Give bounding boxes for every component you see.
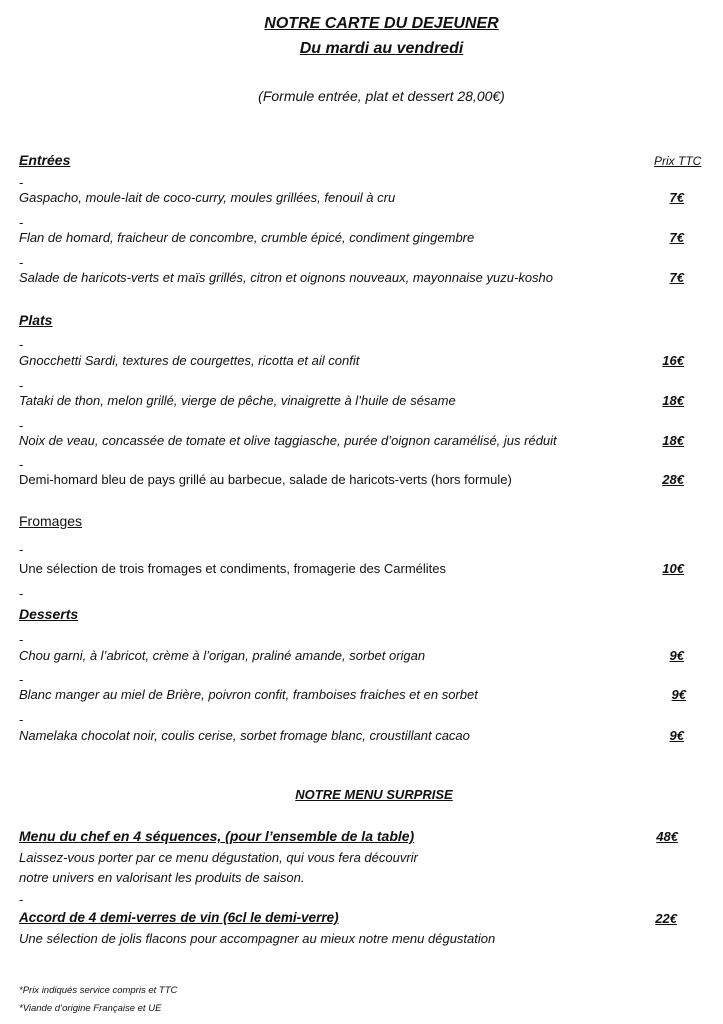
item-separator: - xyxy=(19,215,24,230)
menu-item-name: Gaspacho, moule-lait de coco-curry, moules grillées, fenouil à cru xyxy=(19,190,396,205)
item-separator: - xyxy=(19,672,24,687)
menu-item-price: 9€ xyxy=(669,648,684,663)
item-separator: - xyxy=(19,337,24,352)
menu-item-price: 7€ xyxy=(669,190,684,205)
menu-item-price: 9€ xyxy=(669,728,684,743)
wine-pairing-price: 22€ xyxy=(655,911,677,926)
chef-menu-heading: Menu du chef en 4 séquences, (pour l’ensemble de la table) xyxy=(19,828,415,844)
item-separator: - xyxy=(19,378,24,393)
wine-pairing-heading: Accord de 4 demi-verres de vin (6cl le demi-verre) xyxy=(19,910,339,925)
section-heading-fromages: Fromages xyxy=(19,513,83,529)
item-separator: - xyxy=(19,542,24,557)
menu-item-price: 18€ xyxy=(662,393,684,408)
menu-item-name: Demi-homard bleu de pays grillé au barbecue, salade de haricots-verts (hors formule) xyxy=(19,472,512,487)
formule-note: (Formule entrée, plat et dessert 28,00€) xyxy=(258,88,505,104)
item-separator: - xyxy=(19,586,24,601)
menu-item-name: Blanc manger au miel de Brière, poivron confit, framboises fraiches et en sorbet xyxy=(19,687,478,702)
item-separator: - xyxy=(19,457,24,472)
menu-item-price: 10€ xyxy=(662,561,684,576)
item-separator: - xyxy=(19,418,24,433)
menu-item-name: Noix de veau, concassée de tomate et olive taggiasche, purée d’oignon caramélisé, jus réduit xyxy=(19,433,557,448)
menu-item-name: Une sélection de trois fromages et condiments, fromagerie des Carmélites xyxy=(19,561,447,576)
menu-item-name: Namelaka chocolat noir, coulis cerise, sorbet fromage blanc, croustillant cacao xyxy=(19,728,470,743)
menu-item-price: 7€ xyxy=(669,230,684,245)
surprise-title: NOTRE MENU SURPRISE xyxy=(295,787,453,802)
menu-item-name: Flan de homard, fraicheur de concombre, crumble épicé, condiment gingembre xyxy=(19,230,475,245)
menu-subtitle: Du mardi au vendredi xyxy=(299,40,464,57)
menu-item-price: 18€ xyxy=(662,433,684,448)
section-heading-desserts: Desserts xyxy=(19,606,79,622)
footnote-meat-origin: *Viande d’origine Française et UE xyxy=(19,1003,162,1014)
price-column-header: Prix TTC xyxy=(654,154,702,168)
chef-menu-price: 48€ xyxy=(656,829,678,844)
menu-item-price: 16€ xyxy=(662,353,684,368)
menu-item-name: Gnocchetti Sardi, textures de courgettes, ricotta et ail confit xyxy=(19,353,360,368)
menu-item-name: Chou garni, à l’abricot, crème à l’origan, praliné amande, sorbet origan xyxy=(19,648,426,663)
wine-pairing-description: Une sélection de jolis flacons pour accompagner au mieux notre menu dégustation xyxy=(19,931,496,946)
menu-item-name: Tataki de thon, melon grillé, vierge de pêche, vinaigrette à l’huile de sésame xyxy=(19,393,456,408)
section-heading-plats: Plats xyxy=(19,312,53,328)
section-heading-entrees: Entrées xyxy=(19,152,71,168)
footnote-prices: *Prix indiqués service compris et TTC xyxy=(19,985,178,996)
item-separator: - xyxy=(19,632,24,647)
chef-menu-description: Laissez-vous porter par ce menu dégustation, qui vous fera découvrir xyxy=(19,850,418,865)
menu-item-name: Salade de haricots-verts et maïs grillés, citron et oignons nouveaux, mayonnaise yuzu-kosho xyxy=(19,270,554,285)
chef-menu-description: notre univers en valorisant les produits de saison. xyxy=(19,870,305,885)
item-separator: - xyxy=(19,175,24,190)
item-separator: - xyxy=(19,892,24,907)
menu-title: NOTRE CARTE DU DEJEUNER xyxy=(264,15,499,32)
item-separator: - xyxy=(19,255,24,270)
menu-item-price: 7€ xyxy=(669,270,684,285)
menu-item-price: 9€ xyxy=(671,687,686,702)
item-separator: - xyxy=(19,712,24,727)
menu-item-price: 28€ xyxy=(662,472,684,487)
